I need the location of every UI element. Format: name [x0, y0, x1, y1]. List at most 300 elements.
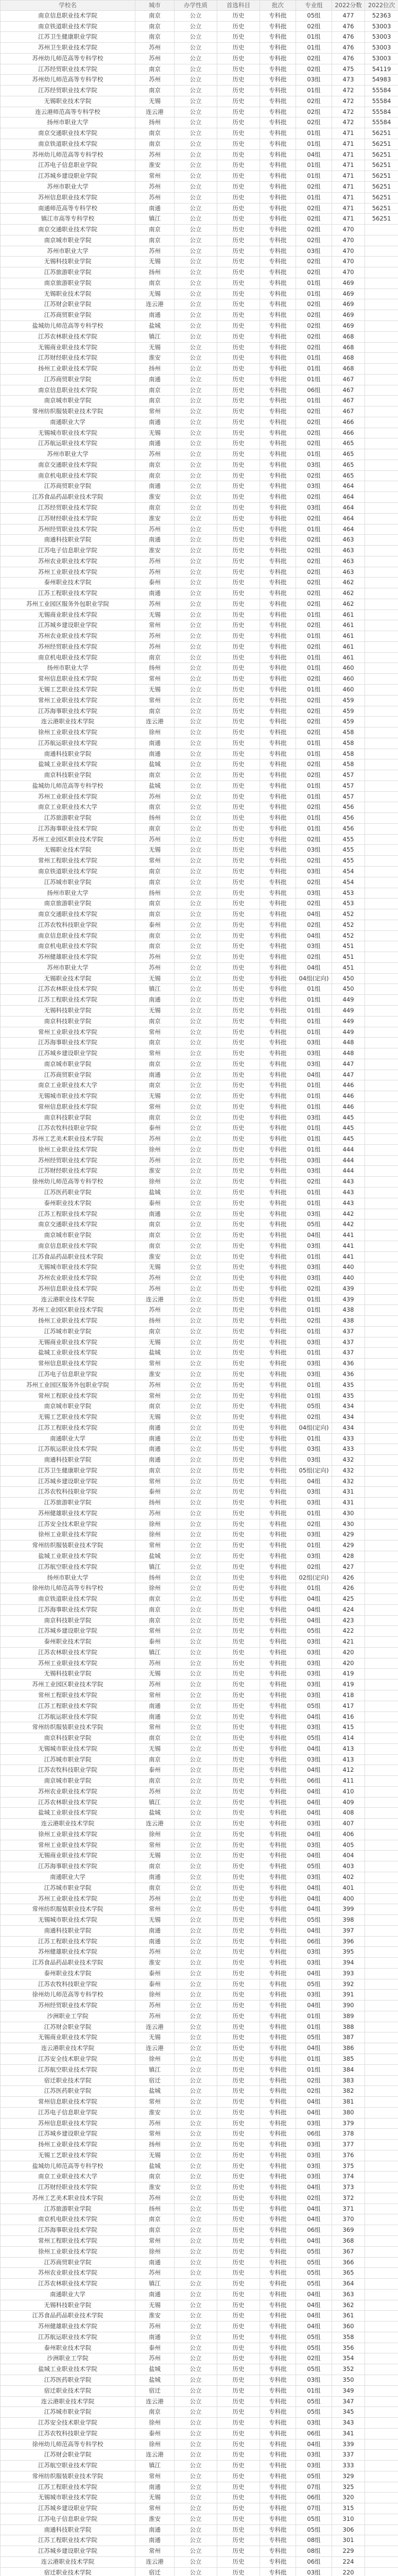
cell-rank: [365, 931, 398, 941]
cell-rank: [365, 1423, 398, 1433]
table-row: [1, 2086, 398, 2097]
cell-group: 05组: [296, 1401, 332, 1412]
cell-school: 苏州农业职业技术学院: [1, 1273, 135, 1283]
cell-school: 江苏农林职业技术学院: [1, 2279, 135, 2289]
cell-group: 01组: [296, 1295, 332, 1305]
cell-city: 盐城: [135, 1808, 175, 1818]
cell-subject: 历史: [217, 289, 260, 299]
cell-batch: 专科批: [260, 1658, 296, 1669]
cell-subject: 历史: [217, 1765, 260, 1775]
cell-batch: 专科批: [260, 2182, 296, 2193]
cell-rank: [365, 1006, 398, 1016]
cell-score: 442: [332, 1219, 365, 1230]
cell-batch: 专科批: [260, 235, 296, 246]
cell-subject: 历史: [217, 1648, 260, 1658]
cell-group: 01组: [296, 813, 332, 823]
cell-rank: [365, 781, 398, 791]
cell-score: 388: [332, 2022, 365, 2032]
cell-group: 01组: [296, 1145, 332, 1155]
cell-batch: 专科批: [260, 471, 296, 481]
cell-ownership: 公立: [175, 2343, 217, 2353]
cell-score: 468: [332, 353, 365, 363]
cell-ownership: 公立: [175, 1851, 217, 1861]
cell-rank: [365, 1776, 398, 1786]
cell-batch: 专科批: [260, 22, 296, 32]
cell-subject: 历史: [217, 1305, 260, 1315]
cell-score: 449: [332, 995, 365, 1005]
cell-group: 02组: [296, 835, 332, 845]
cell-city: 南京: [135, 139, 175, 149]
cell-batch: 专科批: [260, 2353, 296, 2364]
cell-city: 无锡: [135, 2300, 175, 2311]
col-header-batch[interactable]: 批次: [260, 1, 296, 10]
table-row: [1, 375, 398, 385]
table-row: [1, 1669, 398, 1680]
cell-group: 02组: [296, 920, 332, 930]
cell-school: 沙洲职业工学院: [1, 2353, 135, 2364]
cell-score: 461: [332, 620, 365, 631]
cell-score: 471: [332, 182, 365, 192]
cell-rank: [365, 2418, 398, 2428]
cell-score: 439: [332, 1284, 365, 1294]
cell-city: 南京: [135, 2407, 175, 2417]
cell-school: 江苏商贸职业学院: [1, 481, 135, 492]
cell-school: 江苏安全技术职业学院: [1, 1519, 135, 1530]
cell-batch: 专科批: [260, 2140, 296, 2150]
cell-subject: 历史: [217, 567, 260, 578]
cell-group: 01组: [296, 289, 332, 299]
cell-score: 370: [332, 2214, 365, 2225]
col-header-score[interactable]: 2022分数: [332, 1, 365, 10]
cell-school: 南京信息职业技术学院: [1, 11, 135, 21]
cell-city: 常州: [135, 2546, 175, 2556]
cell-subject: 历史: [217, 1712, 260, 1722]
cell-group: 04组: [296, 2001, 332, 2011]
cell-rank: [365, 2568, 398, 2576]
cell-ownership: 公立: [175, 1915, 217, 1925]
cell-batch: 专科批: [260, 2108, 296, 2118]
table-row: [1, 1616, 398, 1626]
cell-city: 常州: [135, 1690, 175, 1701]
cell-subject: 历史: [217, 1551, 260, 1562]
cell-school: 江苏旅游职业学院: [1, 267, 135, 278]
cell-score: 390: [332, 2001, 365, 2011]
cell-ownership: 公立: [175, 107, 217, 117]
cell-ownership: 公立: [175, 578, 217, 588]
table-row: [1, 1166, 398, 1177]
cell-group: 01组: [296, 1327, 332, 1337]
col-header-city[interactable]: 城市: [135, 1, 175, 10]
cell-subject: 历史: [217, 449, 260, 460]
table-row: [1, 2300, 398, 2311]
cell-school: 连云港师范高等专科学校: [1, 107, 135, 117]
cell-score: 460: [332, 685, 365, 695]
cell-group: 02组: [296, 428, 332, 438]
table-row: [1, 1744, 398, 1755]
table-row: [1, 770, 398, 781]
table-row: [1, 503, 398, 514]
cell-school: 常州纺织服装职业技术学院: [1, 1540, 135, 1551]
cell-subject: 历史: [217, 1219, 260, 1230]
cell-score: 455: [332, 856, 365, 866]
cell-group: 02组: [296, 727, 332, 738]
cell-score: 455: [332, 845, 365, 855]
cell-group: 06组: [296, 1776, 332, 1786]
cell-score: 430: [332, 1509, 365, 1519]
cell-batch: 专科批: [260, 759, 296, 770]
table-row: [1, 2290, 398, 2300]
cell-city: 盐城: [135, 2364, 175, 2375]
cell-subject: 历史: [217, 1616, 260, 1626]
cell-subject: 历史: [217, 1327, 260, 1337]
cell-group: 04组: [296, 1798, 332, 1808]
cell-city: 南通: [135, 1937, 175, 1947]
cell-subject: 历史: [217, 1091, 260, 1101]
cell-city: 南京: [135, 1016, 175, 1027]
table-row: [1, 385, 398, 396]
cell-subject: 历史: [217, 2214, 260, 2225]
cell-rank: [365, 1305, 398, 1315]
cell-score: 440: [332, 1262, 365, 1273]
cell-city: 无锡: [135, 257, 175, 267]
cell-batch: 专科批: [260, 2225, 296, 2235]
cell-rank: [365, 2375, 398, 2385]
cell-ownership: 公立: [175, 2311, 217, 2321]
cell-school: 南通科技职业学院: [1, 2525, 135, 2535]
table-row: [1, 438, 398, 449]
table-row: [1, 727, 398, 738]
cell-score: 431: [332, 1498, 365, 1508]
cell-score: 385: [332, 2054, 365, 2064]
cell-school: 南京信息职业技术学院: [1, 385, 135, 396]
cell-school: 无锡科技职业学院: [1, 1669, 135, 1679]
cell-batch: 专科批: [260, 835, 296, 845]
cell-city: 连云港: [135, 299, 175, 310]
cell-batch: 专科批: [260, 717, 296, 727]
cell-batch: 专科批: [260, 428, 296, 438]
cell-city: 镇江: [135, 332, 175, 342]
cell-rank: [365, 1519, 398, 1530]
cell-batch: 专科批: [260, 375, 296, 385]
cell-group: 03组: [296, 481, 332, 492]
cell-school: 沙洲职业工学院: [1, 2011, 135, 2022]
cell-school: 扬州市职业大学: [1, 663, 135, 673]
cell-batch: 专科批: [260, 1498, 296, 1508]
cell-subject: 历史: [217, 1658, 260, 1669]
cell-batch: 专科批: [260, 1423, 296, 1433]
cell-subject: 历史: [217, 556, 260, 567]
cell-school: 常州纺织服装职业技术学院: [1, 2471, 135, 2482]
cell-ownership: 公立: [175, 2300, 217, 2311]
cell-ownership: 公立: [175, 2011, 217, 2022]
cell-city: 苏州: [135, 1658, 175, 1669]
cell-school: 盐城幼儿师范高等专科学校: [1, 2161, 135, 2172]
cell-score: 431: [332, 1487, 365, 1497]
col-header-ownership[interactable]: 办学性质: [175, 1, 217, 10]
cell-ownership: 公立: [175, 1380, 217, 1391]
cell-rank: [365, 1605, 398, 1615]
cell-subject: 历史: [217, 2364, 260, 2375]
cell-subject: 历史: [217, 1690, 260, 1701]
cell-score: 420: [332, 1648, 365, 1658]
cell-score: 395: [332, 1947, 365, 1957]
cell-rank: [365, 867, 398, 877]
cell-city: 南京: [135, 471, 175, 481]
cell-subject: 历史: [217, 1156, 260, 1166]
cell-city: 苏州: [135, 1947, 175, 1957]
cell-school: 江苏经贸职业技术学院: [1, 503, 135, 513]
table-row: [1, 2450, 398, 2461]
cell-subject: 历史: [217, 642, 260, 652]
cell-school: 扬州工业职业技术学院: [1, 364, 135, 374]
cell-score: 306: [332, 2525, 365, 2535]
table-row: [1, 1915, 398, 1926]
cell-batch: 专科批: [260, 1156, 296, 1166]
table-row: [1, 685, 398, 696]
cell-school: 无锡职业技术学院: [1, 289, 135, 299]
cell-group: 01组: [296, 1391, 332, 1401]
cell-score: 429: [332, 1530, 365, 1540]
cell-rank: [365, 1412, 398, 1422]
cell-school: 江苏农林职业技术学院: [1, 984, 135, 994]
cell-ownership: 公立: [175, 1509, 217, 1519]
cell-group: 02组: [296, 267, 332, 278]
table-row: [1, 1540, 398, 1551]
cell-score: 437: [332, 1337, 365, 1348]
table-row: [1, 2172, 398, 2182]
table-row: [1, 1423, 398, 1434]
cell-group: 03组: [296, 2375, 332, 2385]
cell-score: 434: [332, 1412, 365, 1422]
cell-ownership: 公立: [175, 2407, 217, 2417]
table-row: [1, 1979, 398, 1990]
cell-score: 360: [332, 2321, 365, 2332]
cell-score: 349: [332, 2386, 365, 2396]
cell-school: 苏州健雄职业技术学院: [1, 1947, 135, 1957]
cell-ownership: 公立: [175, 428, 217, 438]
cell-score: 457: [332, 770, 365, 781]
cell-school: 江苏财经职业技术学院: [1, 1166, 135, 1176]
cell-score: 411: [332, 1776, 365, 1786]
cell-score: 362: [332, 2300, 365, 2311]
cell-group: 04组: [296, 2214, 332, 2225]
cell-rank: [365, 438, 398, 449]
cell-batch: 专科批: [260, 1947, 296, 1957]
cell-city: 无锡: [135, 2032, 175, 2043]
cell-ownership: 公立: [175, 2140, 217, 2150]
cell-rank: 56251: [365, 139, 398, 149]
table-row: [1, 1123, 398, 1134]
cell-subject: 历史: [217, 546, 260, 556]
cell-group: 04组: [296, 1787, 332, 1797]
cell-city: 无锡: [135, 1669, 175, 1679]
cell-batch: 专科批: [260, 1006, 296, 1016]
cell-subject: 历史: [217, 1776, 260, 1786]
cell-school: 南京铁道职业技术学院: [1, 867, 135, 877]
cell-group: 02组: [296, 674, 332, 684]
table-row: [1, 449, 398, 460]
cell-ownership: 公立: [175, 674, 217, 684]
col-header-rank[interactable]: 2022位次: [365, 1, 398, 10]
cell-score: 381: [332, 2097, 365, 2107]
cell-group: 02组: [296, 1177, 332, 1187]
cell-batch: 专科批: [260, 32, 296, 42]
cell-subject: 历史: [217, 1006, 260, 1016]
cell-school: 宿迁职业技术学院: [1, 2568, 135, 2576]
cell-group: 06组: [296, 2557, 332, 2567]
cell-ownership: 公立: [175, 941, 217, 952]
cell-city: 南京: [135, 1861, 175, 1872]
cell-city: 淮安: [135, 514, 175, 524]
cell-score: 429: [332, 1540, 365, 1551]
cell-score: 438: [332, 1305, 365, 1315]
cell-ownership: 公立: [175, 2514, 217, 2524]
cell-subject: 历史: [217, 2418, 260, 2428]
table-row: [1, 1937, 398, 1947]
table-row: [1, 2407, 398, 2418]
cell-rank: [365, 2140, 398, 2150]
table-row: [1, 2236, 398, 2247]
cell-subject: 历史: [217, 2119, 260, 2129]
cell-score: 391: [332, 1990, 365, 2000]
cell-group: 01组: [296, 375, 332, 385]
cell-score: 446: [332, 1102, 365, 1112]
cell-school: 常州工程职业技术学院: [1, 1391, 135, 1401]
cell-group: 01组: [296, 1006, 332, 1016]
cell-group: 03组: [296, 1637, 332, 1647]
cell-city: 无锡: [135, 1262, 175, 1273]
col-header-group[interactable]: 专业组: [296, 1, 332, 10]
cell-rank: 56251: [365, 150, 398, 160]
cell-rank: 56251: [365, 160, 398, 171]
cell-score: 460: [332, 663, 365, 673]
cell-school: 江苏商贸职业学院: [1, 375, 135, 385]
cell-subject: 历史: [217, 117, 260, 128]
cell-ownership: 公立: [175, 899, 217, 909]
cell-ownership: 公立: [175, 1156, 217, 1166]
table-row: [1, 343, 398, 353]
cell-city: 南通: [135, 995, 175, 1005]
cell-rank: [365, 1915, 398, 1925]
cell-batch: 专科批: [260, 353, 296, 363]
cell-score: 442: [332, 1209, 365, 1219]
cell-score: 477: [332, 11, 365, 21]
cell-ownership: 公立: [175, 1466, 217, 1476]
cell-batch: 专科批: [260, 150, 296, 160]
cell-rank: [365, 267, 398, 278]
cell-batch: 专科批: [260, 257, 296, 267]
cell-subject: 历史: [217, 2108, 260, 2118]
cell-batch: 专科批: [260, 54, 296, 64]
cell-rank: [365, 2546, 398, 2556]
cell-school: 江苏海事职业技术学院: [1, 706, 135, 717]
table-row: [1, 899, 398, 909]
col-header-school[interactable]: 学校名: [1, 1, 135, 10]
cell-city: 镇江: [135, 1648, 175, 1658]
cell-city: 南通: [135, 1070, 175, 1080]
cell-score: 463: [332, 535, 365, 545]
cell-batch: 专科批: [260, 1798, 296, 1808]
cell-subject: 历史: [217, 182, 260, 192]
cell-group: 01组: [296, 1583, 332, 1594]
table-row: [1, 2546, 398, 2557]
table-row: [1, 610, 398, 621]
cell-score: 469: [332, 310, 365, 320]
table-row: [1, 888, 398, 899]
cell-city: 南京: [135, 396, 175, 406]
cell-score: 462: [332, 588, 365, 599]
cell-subject: 历史: [217, 1412, 260, 1422]
cell-score: 377: [332, 2140, 365, 2150]
cell-school: 无锡科技职业学院: [1, 2300, 135, 2311]
cell-rank: [365, 2514, 398, 2524]
cell-batch: 专科批: [260, 1594, 296, 1604]
cell-batch: 专科批: [260, 117, 296, 128]
cell-batch: 专科批: [260, 1904, 296, 1914]
table-row: [1, 1861, 398, 1872]
cell-score: 469: [332, 321, 365, 331]
cell-score: 229: [332, 2546, 365, 2556]
cell-ownership: 公立: [175, 299, 217, 310]
cell-score: 460: [332, 674, 365, 684]
table-row: [1, 792, 398, 803]
cell-ownership: 公立: [175, 877, 217, 888]
cell-ownership: 公立: [175, 235, 217, 246]
cell-rank: [365, 588, 398, 599]
cell-rank: 53003: [365, 32, 398, 42]
cell-score: 403: [332, 1861, 365, 1872]
cell-city: 无锡: [135, 428, 175, 438]
cell-subject: 历史: [217, 1177, 260, 1187]
cell-score: 467: [332, 396, 365, 406]
cell-ownership: 公立: [175, 1637, 217, 1647]
cell-group: 04组: [296, 1851, 332, 1861]
cell-batch: 专科批: [260, 2247, 296, 2257]
cell-rank: [365, 2172, 398, 2182]
cell-batch: 专科批: [260, 214, 296, 224]
table-row: [1, 299, 398, 310]
cell-school: 苏州农业职业技术学院: [1, 1787, 135, 1797]
cell-rank: [365, 1401, 398, 1412]
cell-rank: [365, 1658, 398, 1669]
cell-score: 432: [332, 1455, 365, 1465]
cell-group: 05组: [296, 11, 332, 21]
cell-school: 扬州市职业大学: [1, 1573, 135, 1583]
cell-group: 02组: [296, 802, 332, 812]
table-row: [1, 696, 398, 706]
cell-ownership: 公立: [175, 1487, 217, 1497]
cell-rank: [365, 1883, 398, 1893]
cell-batch: 专科批: [260, 193, 296, 203]
cell-batch: 专科批: [260, 738, 296, 749]
cell-school: 苏州农业职业技术学院: [1, 556, 135, 567]
cell-subject: 历史: [217, 225, 260, 235]
col-header-subject[interactable]: 首选科目: [217, 1, 260, 10]
cell-batch: 专科批: [260, 182, 296, 192]
cell-city: 无锡: [135, 289, 175, 299]
cell-city: 扬州: [135, 1316, 175, 1326]
cell-score: 419: [332, 1669, 365, 1679]
cell-school: 无锡工艺职业技术学院: [1, 685, 135, 695]
cell-school: 无锡城市职业技术学院: [1, 2493, 135, 2503]
cell-group: 03组: [296, 2150, 332, 2161]
cell-ownership: 公立: [175, 802, 217, 812]
cell-group: 05组: [296, 2364, 332, 2375]
cell-group: 02组: [296, 546, 332, 556]
cell-batch: 专科批: [260, 1380, 296, 1391]
cell-ownership: 公立: [175, 588, 217, 599]
table-row: [1, 1947, 398, 1958]
